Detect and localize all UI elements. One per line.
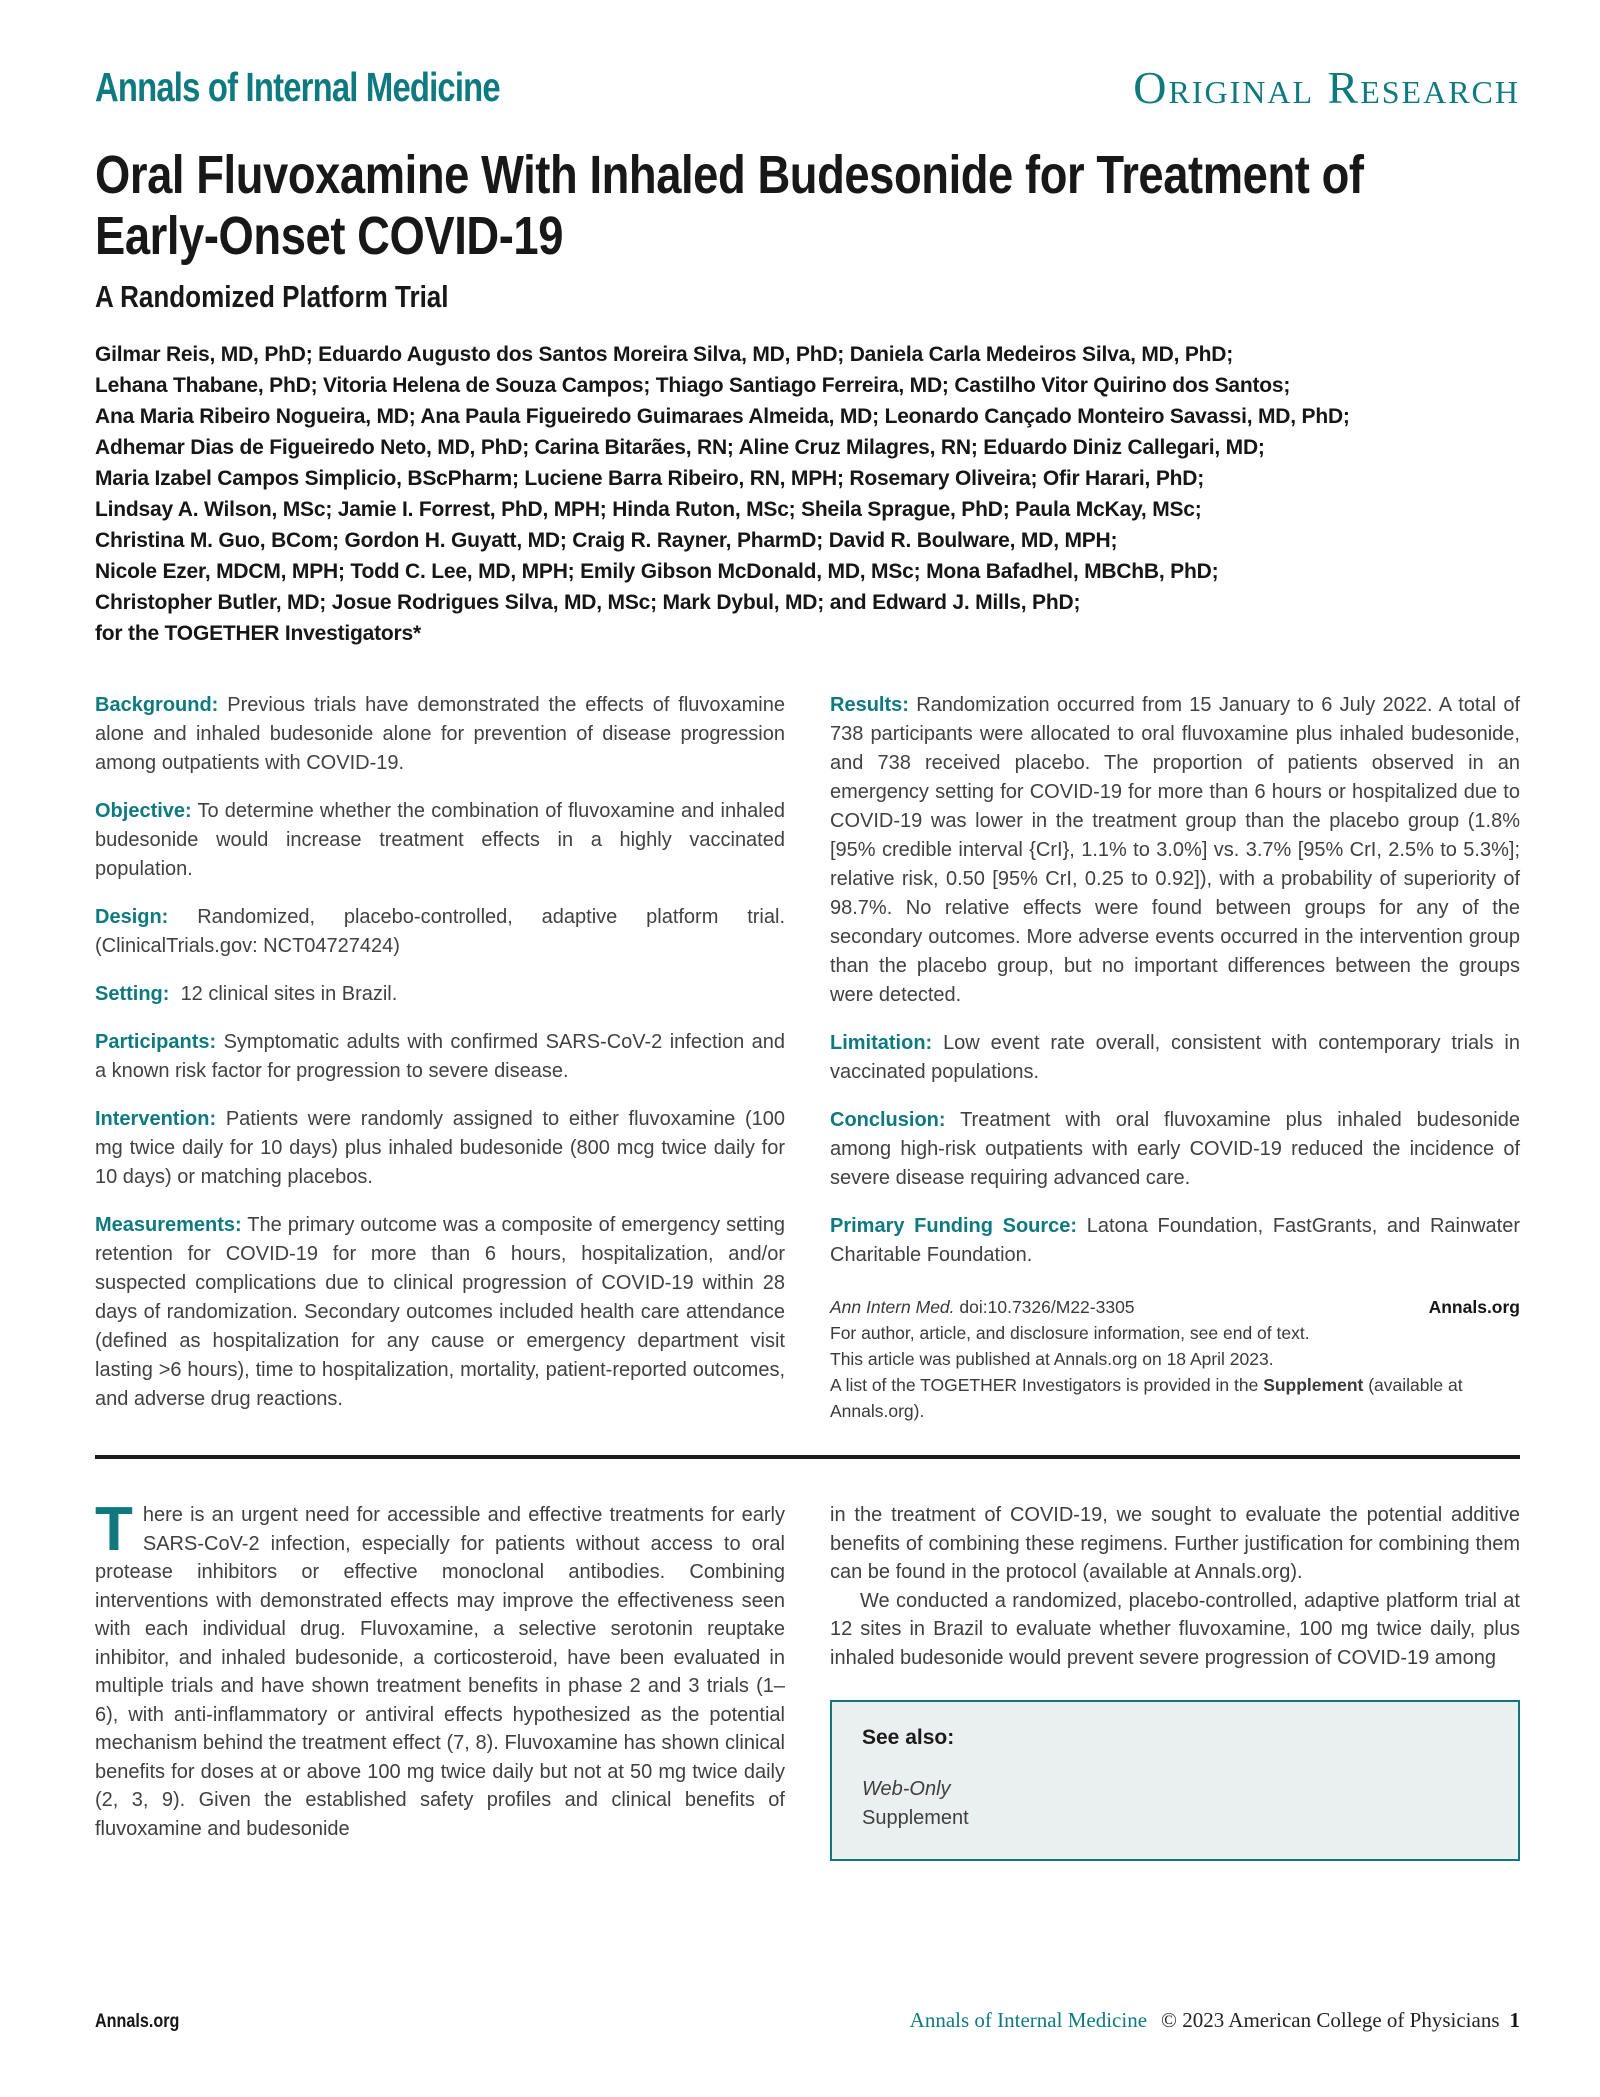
body-paragraph: here is an urgent need for accessible and effective treatments for early SARS-CoV-2 infection, especially for patients without access to oral protease inhibitors or effective monoclonal antibodies. Combining interventions with demonstrated effects may improve the effectiveness seen with each individual drug. Fluvoxamine, a selective serotonin reuptake inhibitor, and inhaled budesonide, a corticosteroid, have been evaluated in multiple trials and have shown treatment benefits in phase 2 and 3 trials (1–6), with anti-inflammatory or antiviral effects hypothesized as the potential mechanism behind the treatment effect (7, 8). Fluvoxamine has shown clinical benefits for doses at or above 100 mg twice daily but not at 50 mg twice daily (2, 3, 9). Given the established safety profiles and clinical benefits of fluvoxamine and budesonide	[95, 1504, 785, 1840]
abstract-section-results	[830, 691, 1520, 1010]
authors-block	[95, 339, 1520, 649]
abstract-section-limitation	[830, 1029, 1520, 1087]
page-footer	[95, 2008, 1520, 2033]
footer-right-group	[910, 2008, 1520, 2033]
abstract-section-text: Treatment with oral fluvoxamine plus inhaled budesonide among high-risk outpatients with early COVID-19 reduced the incidence of severe disease requiring advanced care.	[830, 1109, 1521, 1189]
page-content	[95, 0, 1520, 1861]
abstract-section-text: Low event rate overall, consistent with contemporary trials in vaccinated populations.	[830, 1032, 1520, 1083]
title-line-1: Oral Fluvoxamine With Inhaled Budesonide for Treatment of	[95, 145, 1364, 205]
abstract-section-design	[95, 903, 785, 961]
abstract-section-objective	[95, 797, 785, 884]
abstract-section-label: Results:	[830, 694, 909, 716]
footer-journal-name: Annals of Internal Medicine	[909, 2008, 1148, 2032]
abstract-section-text: Previous trials have demonstrated the effects of fluvoxamine alone and inhaled budesonide alone for prevention of disease progression among outpatients with COVID-19.	[95, 694, 785, 774]
abstract-section-measurements	[95, 1211, 785, 1414]
body-columns	[95, 1495, 1520, 1861]
abstract-section-conclusion	[830, 1106, 1520, 1193]
drop-cap: T	[95, 1495, 133, 1564]
author-line: Ana Maria Ribeiro Nogueira, MD; Ana Paula Figueiredo Guimaraes Almeida, MD; Leonardo Cançado Monteiro Savassi, MD, PhD;	[95, 405, 1350, 428]
author-line: Christopher Butler, MD; Josue Rodrigues Silva, MD, MSc; Mark Dybul, MD; and Edward J. Mills, PhD;	[95, 591, 1081, 614]
see-also-web-only: Web-Only	[862, 1777, 951, 1800]
abstract	[95, 691, 1520, 1433]
see-also-label: See also:	[862, 1726, 955, 1749]
abstract-section-text: To determine whether the combination of fluvoxamine and inhaled budesonide would increase treatment effects in a highly vaccinated population.	[95, 800, 785, 880]
abstract-section-text: Randomization occurred from 15 January to 6 July 2022. A total of 738 participants were allocated to oral fluvoxamine plus inhaled budesonide, and 738 received placebo. The proportion of patients observed in an emergency setting for COVID-19 for more than 6 hours or hospitalized due to COVID-19 was lower in the treatment group than the placebo group (1.8% [95% credible interval {CrI}, 1.1% to 3.0%] vs. 3.7% [95% CrI, 2.5% to 5.3%]; relative risk, 0.50 [95% CrI, 0.25 to 0.92]), with a probability of superiority of 98.7%. No relative effects were found between groups for any of the secondary outcomes. More adverse events occurred in the intervention group than the placebo group, but no important differences between the groups were detected.	[830, 694, 1520, 1006]
abstract-section-label: Conclusion:	[830, 1109, 946, 1131]
author-line: Christina M. Guo, BCom; Gordon H. Guyatt, MD; Craig R. Rayner, PharmD; David R. Boulware, MD, MPH;	[95, 529, 1118, 552]
abstract-section-text: Symptomatic adults with confirmed SARS-CoV-2 infection and a known risk factor for progression to severe disease.	[95, 1031, 785, 1082]
author-line: Lindsay A. Wilson, MSc; Jamie I. Forrest, PhD, MPH; Hinda Ruton, MSc; Sheila Sprague, PhD; Paula McKay, MSc;	[95, 498, 1202, 521]
footer-copyright: © 2023 American College of Physicians	[1161, 2008, 1500, 2032]
abstract-section-funding	[830, 1212, 1520, 1270]
citation-supplement-pre: A list of the TOGETHER Investigators is provided in the	[830, 1375, 1259, 1395]
see-also-box	[830, 1700, 1520, 1861]
title-line-2: Early-Onset COVID-19	[95, 206, 564, 266]
abstract-section-label: Measurements:	[95, 1214, 242, 1236]
body-paragraph: We conducted a randomized, placebo-controlled, adaptive platform trial at 12 sites in Brazil to evaluate whether fluvoxamine, 100 mg twice daily, plus inhaled budesonide would prevent severe progression of COVID-19 among	[830, 1589, 1520, 1669]
abstract-section-text: The primary outcome was a composite of emergency setting retention for COVID-19 for more than 6 hours, hospitalization, and/or suspected complications due to clinical progression of COVID-19 within 28 days of randomization. Secondary outcomes included health care attendance (defined as hospitalization for any cause or emergency department visit lasting >6 hours), time to hospitalization, mortality, patient-reported outcomes, and adverse drug reactions.	[95, 1214, 785, 1410]
footer-page-number: 1	[1509, 2008, 1520, 2032]
citation-line	[830, 1294, 1520, 1320]
page-header	[95, 0, 1520, 111]
author-line: Lehana Thabane, PhD; Vitoria Helena de Souza Campos; Thiago Santiago Ferreira, MD; Castilho Vitor Quirino dos Santos;	[95, 374, 1291, 397]
abstract-section-label: Participants:	[95, 1031, 217, 1053]
abstract-right-column	[830, 691, 1520, 1433]
abstract-section-setting	[95, 980, 785, 1009]
citation-supplement-post: (available at Annals.org).	[830, 1375, 1463, 1421]
body-paragraph: in the treatment of COVID-19, we sought to evaluate the potential additive benefits of combining these regimens. Further justification for combining them can be found in the protocol (available at Annals.org).	[830, 1504, 1520, 1583]
abstract-section-label: Design:	[95, 906, 169, 928]
abstract-section-intervention	[95, 1105, 785, 1192]
author-line: Nicole Ezer, MDCM, MPH; Todd C. Lee, MD, MPH; Emily Gibson McDonald, MD, MSc; Mona Bafadhel, MBChB, PhD;	[95, 560, 1219, 583]
citation-block	[830, 1294, 1520, 1424]
divider-rule	[95, 1455, 1520, 1459]
citation-site-link: Annals.org	[1428, 1297, 1520, 1317]
body-left-column	[95, 1495, 785, 1861]
author-line: for the TOGETHER Investigators*	[95, 622, 421, 645]
citation-journal: Ann Intern Med.	[830, 1297, 955, 1317]
article-subtitle: A Randomized Platform Trial	[95, 279, 449, 314]
abstract-section-label: Objective:	[95, 800, 192, 822]
abstract-section-label: Intervention:	[95, 1108, 217, 1130]
citation-info-line	[830, 1372, 1520, 1424]
abstract-section-label: Limitation:	[830, 1032, 933, 1054]
article-type-label: Original Research	[1133, 62, 1520, 113]
citation-journal-doi	[830, 1294, 1135, 1320]
citation-doi: doi:10.7326/M22-3305	[959, 1297, 1135, 1317]
abstract-section-text: Randomized, placebo-controlled, adaptive platform trial. (ClinicalTrials.gov: NCT04727424)	[95, 906, 785, 957]
abstract-section-label: Primary Funding Source:	[830, 1215, 1078, 1237]
author-line: Maria Izabel Campos Simplicio, BScPharm; Luciene Barra Ribeiro, RN, MPH; Rosemary Oliveira; Ofir Harari, PhD;	[95, 467, 1205, 490]
journal-logo: Annals of Internal Medicine	[95, 64, 500, 110]
see-also-supplement: Supplement	[862, 1806, 969, 1829]
citation-info-line: For author, article, and disclosure information, see end of text.	[830, 1323, 1310, 1343]
abstract-left-column	[95, 691, 785, 1433]
citation-supplement-word: Supplement	[1263, 1375, 1364, 1395]
abstract-section-text: Latona Foundation, FastGrants, and Rainwater Charitable Foundation.	[830, 1215, 1520, 1266]
abstract-section-label: Background:	[95, 694, 219, 716]
abstract-section-text: 12 clinical sites in Brazil.	[180, 983, 398, 1005]
author-line: Adhemar Dias de Figueiredo Neto, MD, PhD; Carina Bitarães, RN; Aline Cruz Milagres, RN; Eduardo Diniz Callegari, MD;	[95, 436, 1265, 459]
abstract-section-participants	[95, 1028, 785, 1086]
abstract-section-label: Setting:	[95, 983, 170, 1005]
citation-info-line: This article was published at Annals.org on 18 April 2023.	[830, 1349, 1274, 1369]
abstract-section-text: Patients were randomly assigned to either fluvoxamine (100 mg twice daily for 10 days) plus inhaled budesonide (800 mcg twice daily for 10 days) or matching placebos.	[95, 1108, 785, 1188]
article-title	[95, 145, 1600, 267]
footer-site-link: Annals.org	[95, 2011, 180, 2032]
author-line: Gilmar Reis, MD, PhD; Eduardo Augusto dos Santos Moreira Silva, MD, PhD; Daniela Carla Medeiros Silva, MD, PhD;	[95, 343, 1234, 366]
body-right-column	[830, 1501, 1520, 1861]
abstract-section-background	[95, 691, 785, 778]
